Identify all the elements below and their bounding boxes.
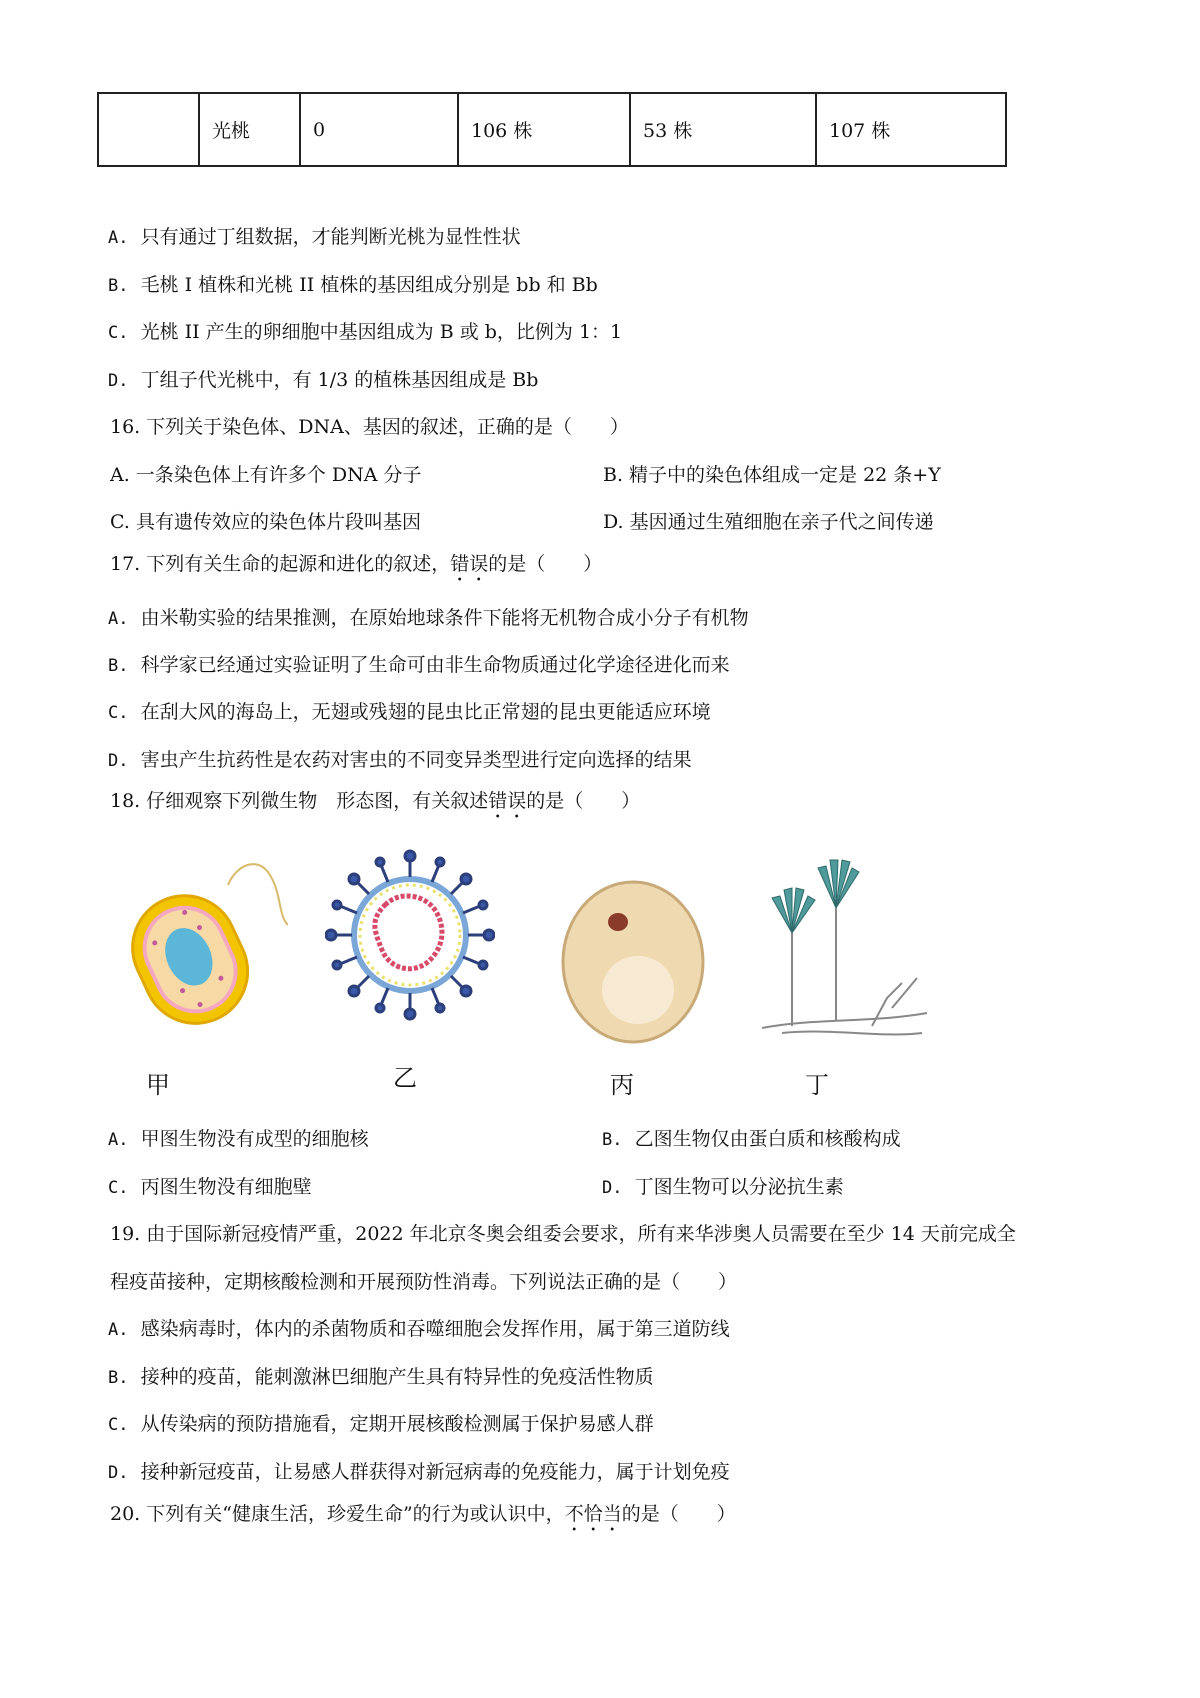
- q19-option-d: D. 接种新冠疫苗，让易感人群获得对新冠病毒的免疫能力，属于计划免疫: [108, 1461, 730, 1483]
- table-cell: 0: [300, 93, 458, 166]
- table-cell: 光桃: [199, 93, 300, 166]
- q16-option-b: B. 精子中的染色体组成一定是 22 条+Y: [603, 464, 941, 486]
- q18-option-c: C. 丙图生物没有细胞壁: [108, 1176, 312, 1198]
- q19-stem-line1: 19. 由于国际新冠疫情严重，2022 年北京冬奥会组委会要求，所有来华涉奥人员需要在至少 14 天前完成全: [110, 1223, 1016, 1245]
- q15-option-b: B. 毛桃 I 植株和光桃 II 植株的基因组成分别是 bb 和 Bb: [108, 274, 598, 296]
- figure-label-ding: 丁: [805, 1071, 829, 1099]
- figure-label-yi: 乙: [393, 1064, 417, 1092]
- figure-label-bing: 丙: [610, 1071, 634, 1099]
- q17-option-d: D. 害虫产生抗药性是农药对害虫的不同变异类型进行定向选择的结果: [108, 749, 692, 771]
- q18-option-a: A. 甲图生物没有成型的细胞核: [108, 1128, 369, 1150]
- q16-option-a: A. 一条染色体上有许多个 DNA 分子: [110, 464, 422, 486]
- q19-option-b: B. 接种的疫苗，能刺激淋巴细胞产生具有特异性的免疫活性物质: [108, 1366, 654, 1388]
- q16-option-c: C. 具有遗传效应的染色体片段叫基因: [110, 511, 421, 533]
- q17-stem: 17. 下列有关生命的起源和进化的叙述，错误的是（ ）: [110, 553, 603, 575]
- table-cell: 107 株: [816, 93, 1006, 166]
- data-table: [97, 92, 1007, 167]
- table-cell: [98, 93, 199, 166]
- table-cell: 53 株: [630, 93, 816, 166]
- q20-stem: 20. 下列有关“健康生活，珍爱生命”的行为或认识中，不恰当的是（ ）: [110, 1503, 736, 1525]
- q18-stem: 18. 仔细观察下列微生物 形态图，有关叙述错误的是（ ）: [110, 790, 641, 812]
- virus-illustration: [325, 848, 495, 1023]
- q18-option-b: B. 乙图生物仅由蛋白质和核酸构成: [602, 1128, 901, 1150]
- q19-option-c: C. 从传染病的预防措施看，定期开展核酸检测属于保护易感人群: [108, 1413, 654, 1435]
- table-cell: 106 株: [458, 93, 630, 166]
- q15-option-d: D. 丁组子代光桃中，有 1/3 的植株基因组成是 Bb: [108, 369, 539, 391]
- q18-option-d: D. 丁图生物可以分泌抗生素: [602, 1176, 844, 1198]
- figure-label-jia: 甲: [146, 1071, 170, 1099]
- yeast-cell-illustration: [558, 878, 708, 1046]
- q16-option-d: D. 基因通过生殖细胞在亲子代之间传递: [603, 511, 934, 533]
- q15-option-c: C. 光桃 II 产生的卵细胞中基因组成为 B 或 b，比例为 1：1: [108, 321, 623, 343]
- q16-stem: 16. 下列关于染色体、DNA、基因的叙述，正确的是（ ）: [110, 416, 629, 438]
- q15-option-a: A. 只有通过丁组数据，才能判断光桃为显性性状: [108, 226, 521, 248]
- q19-option-a: A. 感染病毒时，体内的杀菌物质和吞噬细胞会发挥作用，属于第三道防线: [108, 1318, 730, 1340]
- q17-option-c: C. 在刮大风的海岛上，无翅或残翅的昆虫比正常翅的昆虫更能适应环境: [108, 701, 711, 723]
- bacterium-illustration: [118, 855, 288, 1035]
- q19-stem-line2: 程疫苗接种，定期核酸检测和开展预防性消毒。下列说法正确的是（ ）: [110, 1271, 738, 1293]
- table-row: [98, 93, 1006, 166]
- q17-option-a: A. 由米勒实验的结果推测，在原始地球条件下能将无机物合成小分子有机物: [108, 607, 749, 629]
- q17-option-b: B. 科学家已经通过实验证明了生命可由非生命物质通过化学途径进化而来: [108, 654, 730, 676]
- penicillium-illustration: [752, 848, 937, 1048]
